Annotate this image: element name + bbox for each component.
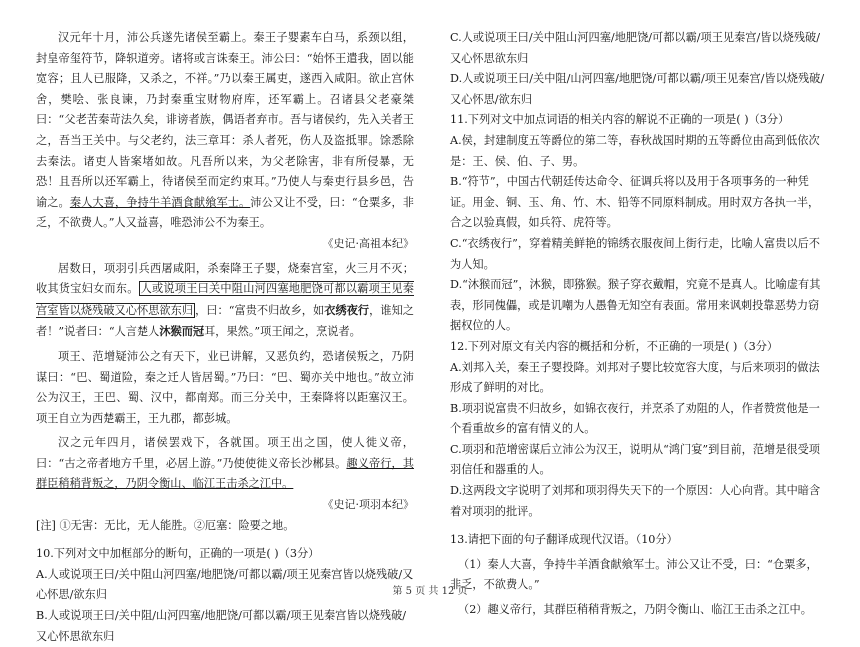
passage-text: 耳，果然。”项王闻之，烹说者。 (204, 325, 361, 339)
annotation-note: [注] ①无害：无比，无人能胜。②厄塞：险要之地。 (36, 518, 295, 532)
question-11-option-b: B.“符节”，中国古代朝廷传达命令、征调兵将以及用于各项事务的一种凭证。用金、铜、玉、角、竹、木、铅等不同原料制成。用时双方各执一半，合之以验真假，如兵符、虎符等。 (450, 175, 820, 230)
question-10: 10.下列对文中加框部分的断句，正确的一项是( )（3分） (36, 547, 320, 561)
right-column (450, 28, 828, 621)
underlined-sentence-2: 趣义帝行，其群臣稍稍背叛之，乃阴令衡山、临江王击杀之江中。 (36, 456, 414, 491)
question-12-option-c: C.项羽和范增密谋后立沛公为汉王，说明从“鸿门宴”到目前，范增是很受项羽信任和器重的人。 (450, 442, 820, 477)
question-10-option-b: B.人或说项王曰/关中阻/山河四塞/地肥饶/可都以霸/项王见秦宫皆以烧残破/又心怀思欲东归 (36, 609, 407, 643)
question-10-option-c: C.人或说项王曰/关中阻山河四塞/地肥饶/可都以霸/项王见秦宫/皆以烧残破/又心怀思欲东归 (450, 31, 820, 65)
question-11-option-d: D.“沐猴而冠”，沐猴，即猕猴。猴子穿衣戴帽，究竟不是真人。比喻虚有其表，形同傀儡，或是讥嘲为人愚鲁无知空有表面。常用来讽刺投靠恶势力窃据权位的人。 (450, 278, 821, 333)
question-13: 13.请把下面的句子翻译成现代汉语。（10分） (450, 533, 678, 547)
question-12-option-b: B.项羽说富贵不归故乡，如锦衣夜行，并烹杀了劝阻的人，作者赞赏他是一个看重故乡的富有情义的人。 (450, 401, 820, 436)
passage-text: ，谁知之者！”说者曰：“人言楚人 (36, 303, 414, 339)
question-11-option-a: A.侯，封建制度五等爵位的第二等，春秋战国时期的五等爵位由高到低依次是：王、侯、伯、子、男。 (450, 133, 820, 168)
bold-term-1: 衣绣夜行 (324, 302, 370, 317)
passage-text: ，曰：“富贵不归故乡，如 (195, 303, 325, 317)
source-citation-2: 《史记·项羽本纪》 (322, 498, 414, 512)
boxed-sentence: 人或说项王曰关中阻山河四塞地肥饶可都以霸项王见秦宫室皆以烧残破又心怀思欲东归 (36, 282, 414, 317)
question-13-item-2: （2）趣义帝行，其群臣稍稍背叛之，乃阴令衡山、临江王击杀之江中。 (458, 603, 812, 617)
question-12: 12.下列对原文有关内容的概括和分析，不正确的一项是( )（3分） (450, 339, 779, 353)
passage-paragraph-1 (36, 28, 414, 234)
question-13-item-1: （1）秦人大喜，争持牛羊酒食献飨军士。沛公又让不受，曰：“仓粟多，非乏，不欲费人。” (450, 557, 818, 592)
question-12-option-a: A.刘邦入关，秦王子婴投降。刘邦对子婴比较宽容大度，与后来项羽的做法形成了鲜明的对比。 (450, 360, 820, 395)
passage-text: 汉之元年四月，诸侯罢戏下，各就国。项王出之国，使人徙义帝，曰：“古之帝者地方千里，必居上游。”乃使使徙义帝长沙郴县。 (36, 436, 414, 470)
bold-term-2: 沐猴而冠 (159, 324, 205, 339)
passage-text: 沛公又让不受，曰：“仓粟多，非乏，不欲费人。”人又益喜，唯恐沛公不为秦王。 (36, 195, 414, 230)
question-11: 11.下列对文中加点词语的相关内容的解说不正确的一项是( )（3分） (450, 113, 790, 127)
question-10-option-a: A.人或说项王曰/关中阻山河四塞/地肥饶/可都以霸/项王见秦宫皆以烧残破/又心怀思/欲东归 (36, 567, 414, 602)
source-citation-1: 《史记·高祖本纪》 (322, 236, 414, 250)
passage-paragraph-2 (36, 259, 414, 343)
passage-paragraph-4 (36, 433, 414, 495)
question-11-option-c: C.“衣绣夜行”，穿着精美鲜艳的锦绣衣服夜间上街行走，比喻人富贵以后不为人知。 (450, 236, 820, 271)
question-12-option-d: D.这两段文字说明了刘邦和项羽得失天下的一个原因：人心向背。其中暗含着对项羽的批评。 (450, 484, 821, 518)
underlined-sentence-1: 秦人大喜，争持牛羊酒食献飨军士。 (69, 195, 251, 209)
page-footer: 第 5 页 共 12 页 (392, 586, 468, 597)
passage-paragraph-3: 项王、范增疑沛公之有天下，业已讲解，又恶负约，恐诸侯叛之，乃阴谋曰：“巴、蜀道险，秦之迁人皆居蜀。”乃曰：“巴、蜀亦关中地也。”故立沛公为汉王，王巴、蜀、汉中，都南郑。而三分关中，王秦降将以距塞汉王。项王自立为西楚霸王，王九郡，都彭城。 (36, 349, 414, 425)
passage-text: 居数日，项羽引兵西屠咸阳，杀秦降王子婴，烧秦宫室，火三月不灭；收其货宝妇女而东。 (36, 261, 414, 296)
left-column (36, 28, 414, 647)
question-10-option-d: D.人或说项王曰/关中阻/山河四塞/地肥饶/可都以霸/项王见秦宫/皆以烧残破/又心怀思/欲东归 (450, 72, 825, 106)
passage-text: 汉元年十月，沛公兵遂先诸侯至霸上。秦王子婴素车白马，系颈以组，封皇帝玺符节，降轵道旁。诸将或言诛秦王。沛公曰：“始怀王遣我，固以能宽容；且人已服降，又杀之，不祥。”乃以秦王属吏，遂西入咸阳。欲止宫休舍，樊哙、张良谏，乃封秦重宝财物府库，还军霸上。召诸县父老豪桀曰：“父老苦秦苛法久矣，诽谤者族，偶语者弃市。吾与诸侯约，先入关者王之，吾当王关中。与父老约，法三章耳：杀人者死，伤人及盗抵罪。馀悉除去秦法。诸吏人皆案堵如故。凡吾所以来，为父老除害，非有所侵暴，无恐！且吾所以还军霸上，待诸侯至而定约束耳。”乃使人与秦吏行县乡邑，告谕之。 (36, 31, 414, 209)
